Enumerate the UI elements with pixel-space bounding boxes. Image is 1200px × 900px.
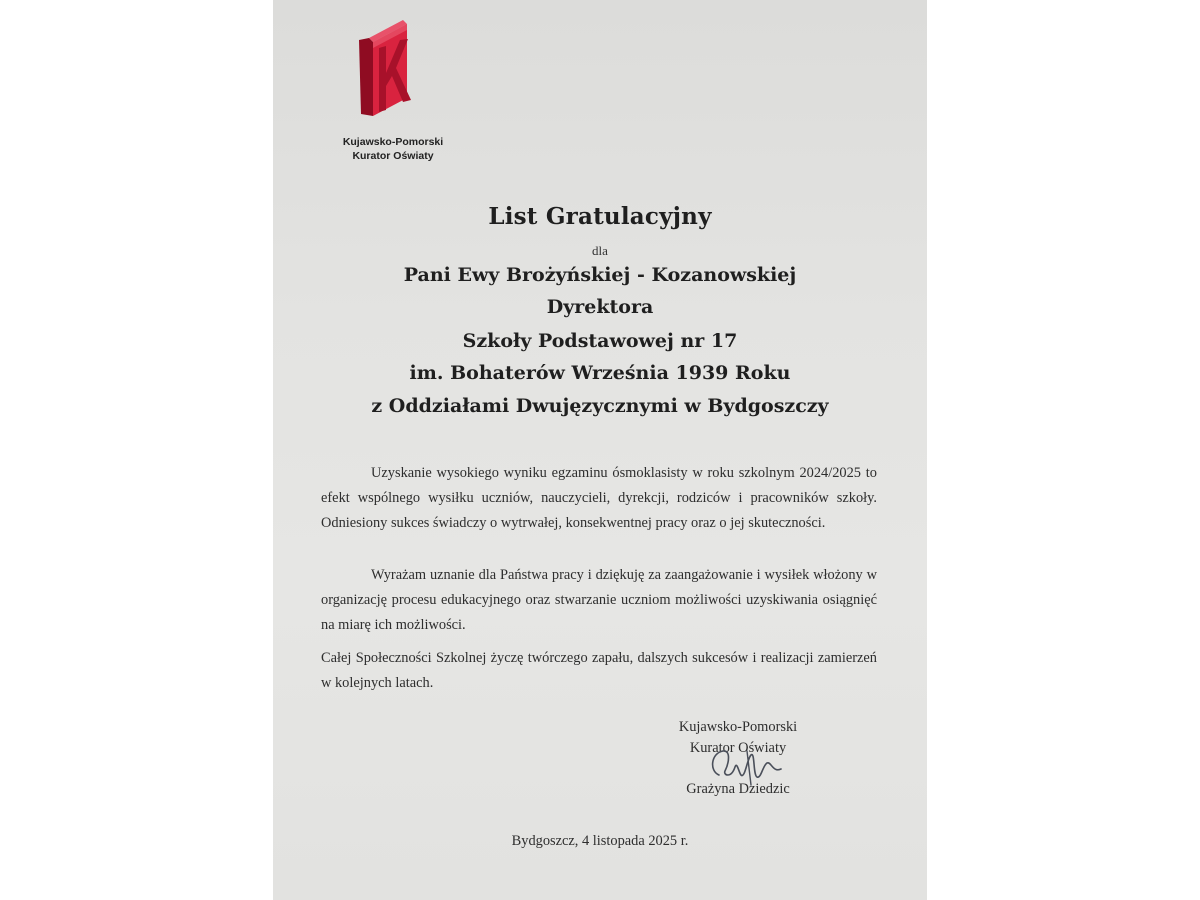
body-paragraph-1: Uzyskanie wysokiego wyniku egzaminu ósmoklasisty w roku szkolnym 2024/2025 to efekt wspólnego wysiłku uczniów, nauczycieli, dyrekcji, rodziców i pracowników szkoły. Odniesiony sukces świadczy o wytrwałej, konsekwentnej pracy oraz o jej skuteczności. <box>321 465 877 531</box>
school-name: Szkoły Podstawowej nr 17 <box>462 330 738 352</box>
school-patron: im. Bohaterów Września 1939 Roku <box>409 362 791 384</box>
logo-caption <box>333 135 453 163</box>
kuratorium-logo-icon <box>355 18 427 118</box>
school-location: z Oddziałami Dwujęzycznymi w Bydgoszczy <box>371 395 829 417</box>
signatory-title-line1: Kujawsko-Pomorski <box>678 719 798 735</box>
place-and-date: Bydgoszcz, 4 listopada 2025 r. <box>511 833 689 849</box>
recipient-role: Dyrektora <box>546 296 654 318</box>
body-paragraph-3: Całej Społeczności Szkolnej życzę twórczego zapału, dalszych sukcesów i realizacji zamierzeń w kolejnych latach. <box>321 650 877 691</box>
recipient-name: Pani Ewy Brożyńskiej - Kozanowskiej <box>403 264 797 286</box>
congratulation-letter <box>273 0 927 900</box>
signatory-name: Grażyna Dziedzic <box>686 781 790 797</box>
logo-caption-line2: Kurator Oświaty <box>352 150 434 162</box>
signatory-title-line2: Kurator Oświaty <box>689 740 787 756</box>
logo-caption-line1: Kujawsko-Pomorski <box>342 136 444 148</box>
letter-title: List Gratulacyjny <box>488 203 712 230</box>
body-paragraph-2: Wyrażam uznanie dla Państwa pracy i dziękuję za zaangażowanie i wysiłek włożony w organizację procesu edukacyjnego oraz stwarzanie uczniom możliwości uzyskiwania osiągnięć na miarę ich możliwości. <box>321 567 877 633</box>
recipient-preposition: dla <box>592 243 608 258</box>
